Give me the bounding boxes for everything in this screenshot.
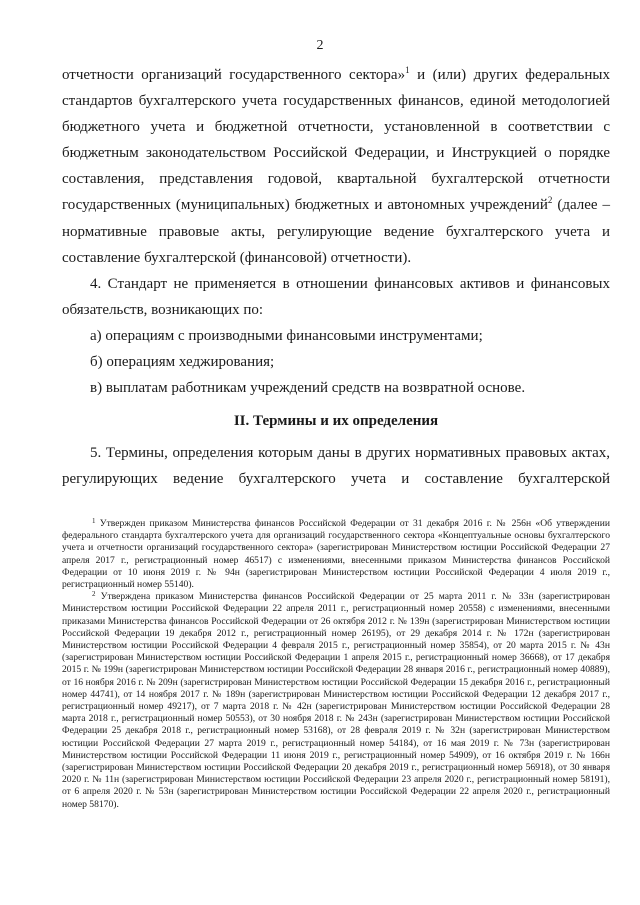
footnotes [62,518,610,811]
footnote-1-text: Утвержден приказом Министерства финансов Российской Федерации от 31 декабря 2016 г. № 256н «Об утверждении федерального стандарта бухгалтерского учета для организаций государственного сектора «Концептуальные основы бухгалтерского учета и отчетности организаций государственного сектора» (зарегистрирован Министерством юстиции Российской Федерации 27 апреля 2017 г., регистрационный номер 46517) с изменениями, внесенными приказом Министерства финансов Российской Федерации от 10 июня 2019 г. № 94н (зарегистрирован Министерством юстиции Российской Федерации 4 июля 2019 г., регистрационный номер 55140). [62,518,610,591]
footnote-1-marker: 1 [92,517,96,525]
footnote-ref-1: 1 [405,65,410,75]
footnote-2-text: Утверждена приказом Министерства финансов Российской Федерации от 25 марта 2011 г. № 33н (зарегистрирован Министерством юстиции Российской Федерации 22 апреля 2011 г., регистрационный номер 20558) с изменениями, внесенными приказами Министерства финансов Российской Федерации от 26 октября 2012 г. № 139н (зарегистрирован Министерством юстиции Российской Федерации 19 декабря 2012 г., регистрационный номер 26195), от 29 декабря 2014 г. № 172н (зарегистрирован Министерством юстиции Российской Федерации 4 февраля 2015 г., регистрационный номер 35854), от 20 марта 2015 г. № 43н (зарегистрирован Министерством юстиции Российской Федерации 1 апреля 2015 г., регистрационный номер 36668), от 17 декабря 2015 г. № 199н (зарегистрирован Министерством юстиции Российской Федерации 28 января 2016 г., регистрационный номер 40889), от 16 ноября 2016 г. № 209н (зарегистрирован Министерством юстиции Российской Федерации 15 декабря 2016 г., регистрационный номер 44741), от 14 ноября 2017 г. № 189н (зарегистрирован Министерством юстиции Российской Федерации 12 декабря 2017 г., регистрационный номер 49217), от 7 марта 2018 г. № 42н (зарегистрирован Министерством юстиции Российской Федерации 28 марта 2018 г., регистрационный номер 50553), от 30 ноября 2018 г. № 243н (зарегистрирован Министерством юстиции Российской Федерации 25 декабря 2018 г., регистрационный номер 53168), от 28 февраля 2019 г. № 32н (зарегистрирован Министерством юстиции Российской Федерации 27 марта 2019 г., регистрационный номер 54184), от 16 мая 2019 г. № 73н (зарегистрирован Министерством юстиции Российской Федерации 11 июня 2019 г., регистрационный номер 54909), от 16 октября 2019 г. № 166н (зарегистрирован Министерством юстиции Российской Федерации 20 декабря 2019 г., регистрационный номер 56918), от 30 января 2020 г. № 11н (зарегистрирован Министерством юстиции Российской Федерации 23 апреля 2020 г., регистрационный номер 58191), от 6 апреля 2020 г. № 53н (зарегистрирован Министерством юстиции Российской Федерации 22 апреля 2020 г., регистрационный номер 58170). [62,591,610,810]
paragraph-sources-part-c: (далее – нормативные правовые акты, регулирующие ведение бухгалтерского учета и составление бухгалтерской (финансовой) отчетности). [62,197,611,266]
footnote-ref-2: 2 [547,195,553,206]
footnote-1 [62,518,610,591]
list-item-a: а) операциям с производными финансовыми инструментами; [90,327,483,344]
page-number: 2 [316,38,324,53]
footnote-2 [62,591,610,811]
paragraph-sources-part-b: и (или) других федеральных стандартов бухгалтерского учета государственных финансов, единой методологией бюджетного учета и бюджетной отчетности, установленной в соответствии с бюджетным законодательством Российской Федерации, и Инструкцией о порядке составления, представления годовой, квартальной бухгалтерской отчетности государственных (муниципальных) бюджетных и автономных учреждений [62,67,610,214]
paragraph-sources [62,62,610,271]
paragraph-sources-part-a: отчетности организаций государственного сектора» [62,67,406,83]
main-text [62,62,610,493]
list-item-c: в) выплатам работникам учреждений средств на возвратной основе. [90,380,526,397]
paragraph-terms: 5. Термины, определения которым даны в других нормативных правовых актах, регулирующих ведение бухгалтерского учета и составление бухгалтерской [62,445,610,488]
footnote-2-marker: 2 [92,590,96,599]
paragraph-scope-exclusions: 4. Стандарт не применяется в отношении финансовых активов и финансовых обязательств, возникающих по: [62,275,610,318]
section-heading: II. Термины и их определения [233,413,439,430]
list-item-b: б) операциям хеджирования; [90,354,275,371]
